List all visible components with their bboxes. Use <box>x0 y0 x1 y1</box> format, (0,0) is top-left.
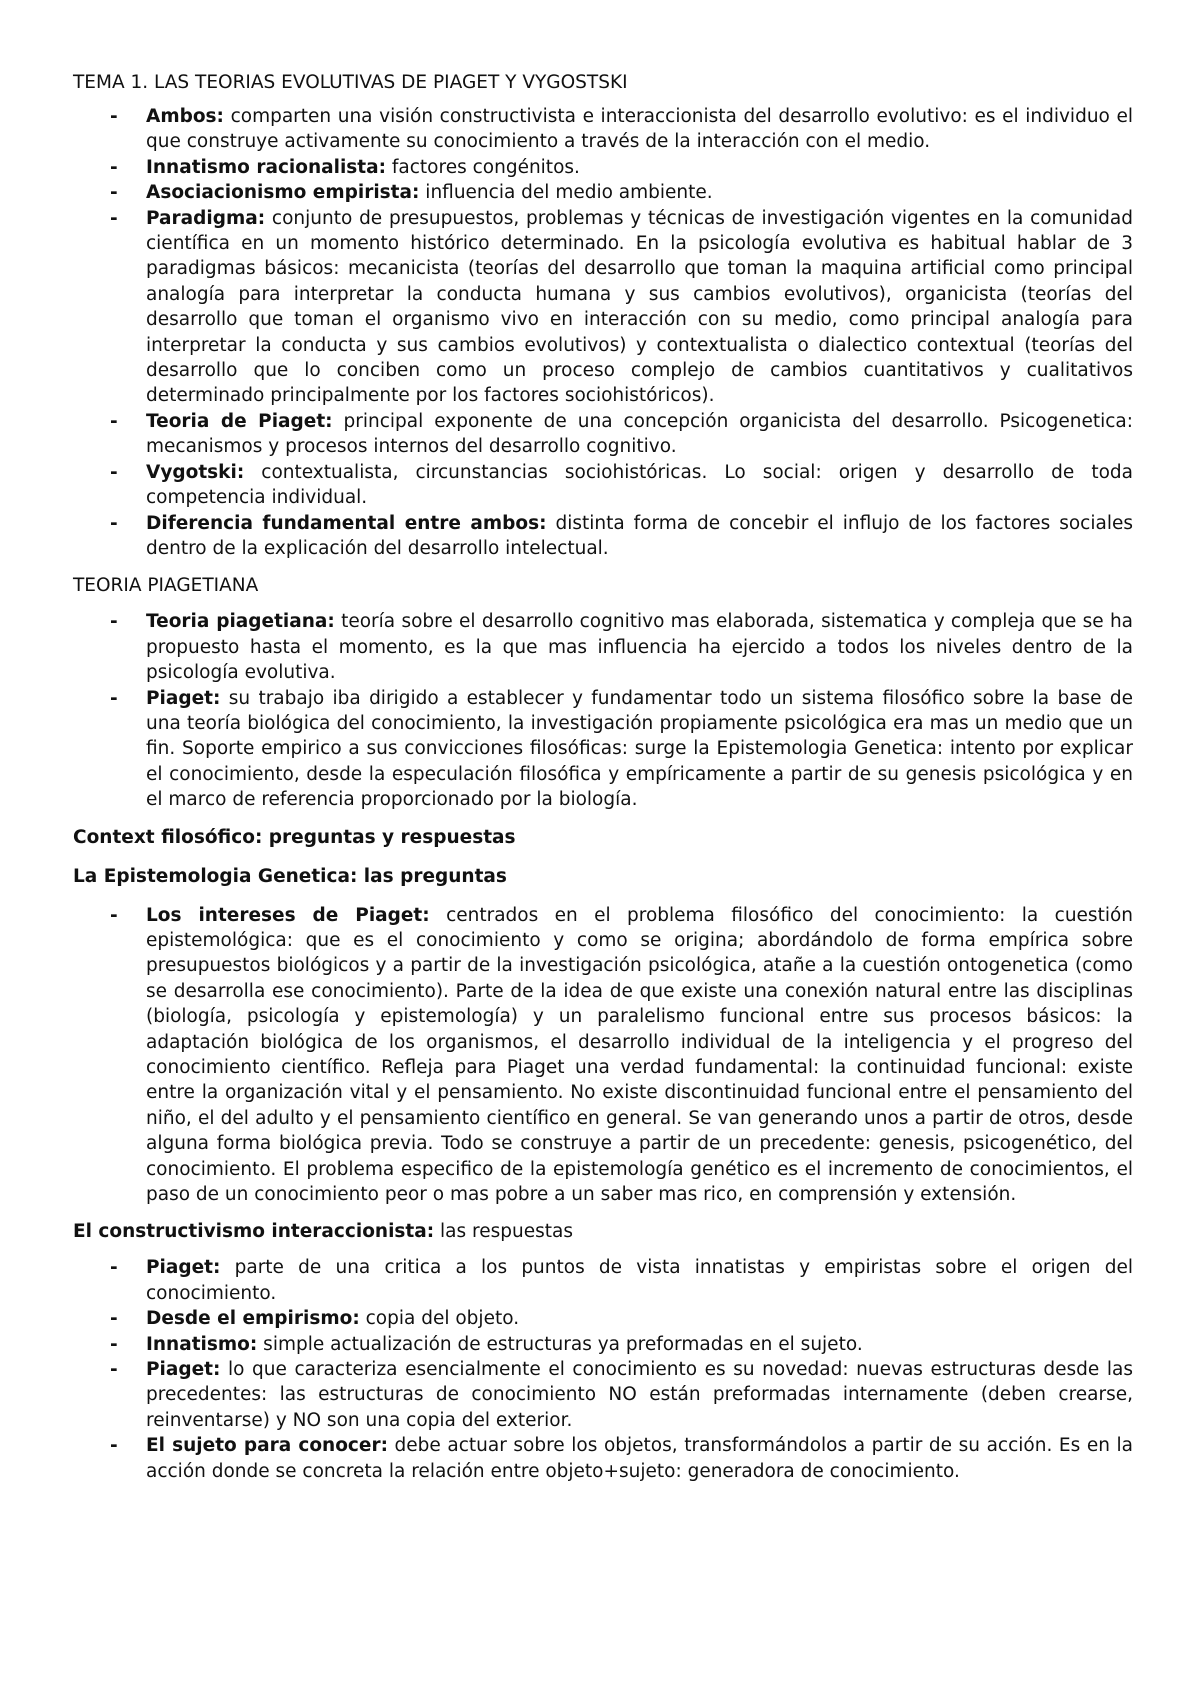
list-item <box>73 1255 1133 1306</box>
item-term: Vygotski: <box>146 461 245 483</box>
bullet-dash: - <box>110 611 118 633</box>
section-heading-tema-1: TEMA 1. LAS TEORIAS EVOLUTIVAS DE PIAGET Y VYGOSTSKI <box>73 72 628 93</box>
item-text: debe actuar sobre los objetos, transformándolos a partir de su acción. Es en la acción donde se concreta la relación entre objeto+sujeto: generadora de conocimiento. <box>146 1435 1133 1482</box>
bullet-dash: - <box>110 461 118 483</box>
section-4-list <box>73 903 1133 1208</box>
item-term: Teoria de Piaget: <box>146 410 333 432</box>
item-term: Desde el empirismo: <box>146 1308 360 1330</box>
item-term: El sujeto para conocer: <box>146 1435 388 1457</box>
bullet-dash: - <box>110 1435 118 1457</box>
item-text: lo que caracteriza esencialmente el conocimiento es su novedad: nuevas estructuras desde las precedentes: las estructuras de conocimiento NO están preformadas internamente (deben crearse, reinventarse) y NO son una copia del exterior. <box>146 1359 1133 1431</box>
bullet-dash: - <box>110 1257 118 1279</box>
list-item <box>73 206 1133 409</box>
section-heading-epistemologia-genetica: La Epistemologia Genetica: las preguntas <box>73 865 507 887</box>
item-text: principal exponente de una concepción organicista del desarrollo. Psicogenetica: mecanismos y procesos internos del desarrollo cognitivo. <box>146 410 1133 458</box>
bullet-dash: - <box>110 1308 118 1330</box>
section-heading-teoria-piagetiana: TEORIA PIAGETIANA <box>73 575 259 597</box>
item-text: factores congénitos. <box>386 156 580 178</box>
document-page <box>73 70 1133 1496</box>
item-term: Teoria piagetiana: <box>146 611 335 633</box>
list-item <box>73 609 1133 685</box>
item-term: Innatismo: <box>146 1333 258 1355</box>
section-heading-context-filosofico: Context filosófico: preguntas y respuestas <box>73 826 516 848</box>
section-5-list <box>73 1255 1133 1484</box>
bullet-dash: - <box>110 106 118 127</box>
bullet-dash: - <box>110 1333 118 1355</box>
item-text: influencia del medio ambiente. <box>419 182 713 204</box>
item-term: Piaget: <box>146 687 221 709</box>
item-term: Piaget: <box>146 1257 221 1279</box>
list-item <box>73 180 1133 205</box>
bullet-dash: - <box>110 512 118 534</box>
item-text: simple actualización de estructuras ya preformadas en el sujeto. <box>257 1333 863 1355</box>
section-1-list <box>73 104 1133 561</box>
item-text: teoría sobre el desarrollo cognitivo mas elaborada, sistematica y compleja que se ha propuesto hasta el momento, es la que mas influencia ha ejercido a todos los niveles dentro de la psicología evolutiva. <box>146 611 1134 684</box>
list-item <box>73 104 1133 155</box>
item-text: distinta forma de concebir el influjo de los factores sociales dentro de la explicación del desarrollo intelectual. <box>146 512 1133 559</box>
list-item <box>73 155 1133 180</box>
bullet-dash: - <box>110 687 118 709</box>
item-term: Asociacionismo empirista: <box>146 182 420 204</box>
list-item <box>73 409 1133 460</box>
item-text: conjunto de presupuestos, problemas y técnicas de investigación vigentes en la comunidad científica en un momento histórico determinado. En la psicología evolutiva es habitual hablar de 3 paradigmas básicos: mecanicista (teorías del desarrollo que toman la maquina artificial como principal analogía para interpretar la conducta humana y sus cambios evolutivos), organicista (teorías del desarrollo que toman el organismo vivo en interacción con su medio, como principal analogía para interpretar la conducta y sus cambios evolutivos) y contextualista o dialectico contextual (teorías del desarrollo que lo conciben como un proceso complejo de cambios cuantitativos y cualitativos determinado principalmente por los factores sociohistóricos). <box>146 207 1133 407</box>
bullet-dash: - <box>110 182 118 204</box>
item-term: Diferencia fundamental entre ambos: <box>146 512 547 534</box>
heading-bold-part: El constructivismo interaccionista: <box>73 1221 435 1243</box>
list-item <box>73 686 1133 813</box>
section-2-list <box>73 609 1133 812</box>
list-item <box>73 1357 1133 1433</box>
list-item <box>73 903 1133 1208</box>
item-text: contextualista, circunstancias sociohistóricas. Lo social: origen y desarrollo de toda competencia individual. <box>146 461 1133 509</box>
list-item <box>73 1433 1133 1484</box>
item-term: Ambos: <box>146 106 224 127</box>
list-item <box>73 1306 1133 1331</box>
list-item <box>73 1332 1133 1357</box>
heading-normal-part: las respuestas <box>434 1221 573 1243</box>
section-heading-constructivismo <box>73 1219 1133 1244</box>
bullet-dash: - <box>110 904 118 926</box>
list-item <box>73 460 1133 511</box>
item-text: su trabajo iba dirigido a establecer y fundamentar todo un sistema filosófico sobre la base de una teoría biológica del conocimiento, la investigación propiamente psicológica era mas un medio que un fin. Soporte empirico a sus convicciones filosóficas: surge la Epistemologia Genetica: intento por explicar el conocimiento, desde la especulación filosófica y empíricamente a partir de su genesis psicológica y en el marco de referencia proporcionado por la biología. <box>146 687 1133 811</box>
item-text: copia del objeto. <box>359 1308 520 1330</box>
bullet-dash: - <box>110 410 118 432</box>
bullet-dash: - <box>110 1359 118 1381</box>
item-term: Innatismo racionalista: <box>146 156 387 178</box>
item-term: Los intereses de Piaget: <box>146 904 430 926</box>
item-term: Piaget: <box>146 1359 221 1381</box>
bullet-dash: - <box>110 156 118 178</box>
item-term: Paradigma: <box>146 207 266 229</box>
item-text: centrados en el problema filosófico del conocimiento: la cuestión epistemológica: que es el conocimiento y como se origina; abordándolo de forma empírica sobre presupuestos biológicos y a partir de la investigación psicológica, atañe a la cuestión ontogenetica (como se desarrolla ese conocimiento). Parte de la idea de que existe una conexión natural entre las disciplinas (biología, psicología y epistemología) y un paralelismo funcional entre sus procesos básicos: la adaptación biológica de los organismos, el desarrollo individual de la inteligencia y el progreso del conocimiento científico. Refleja para Piaget una verdad fundamental: la continuidad funcional: existe entre la organización vital y el pensamiento. No existe discontinuidad funcional entre el pensamiento del niño, el del adulto y el pensamiento científico en general. Se van generando unos a partir de otros, desde alguna forma biológica previa. Todo se construye a partir de un precedente: genesis, psicogenético, del conocimiento. El problema especifico de la epistemología genético es el incremento de conocimientos, el paso de un conocimiento peor o mas pobre a un saber mas rico, en comprensión y extensión. <box>146 904 1134 1206</box>
bullet-dash: - <box>110 207 118 229</box>
item-text: comparten una visión constructivista e interaccionista del desarrollo evolutivo: es el individuo el que construye activamente su conocimiento a través de la interacción con el medio. <box>146 106 1133 153</box>
list-item <box>73 511 1133 562</box>
item-text: parte de una critica a los puntos de vista innatistas y empiristas sobre el origen del conocimiento. <box>146 1257 1133 1304</box>
